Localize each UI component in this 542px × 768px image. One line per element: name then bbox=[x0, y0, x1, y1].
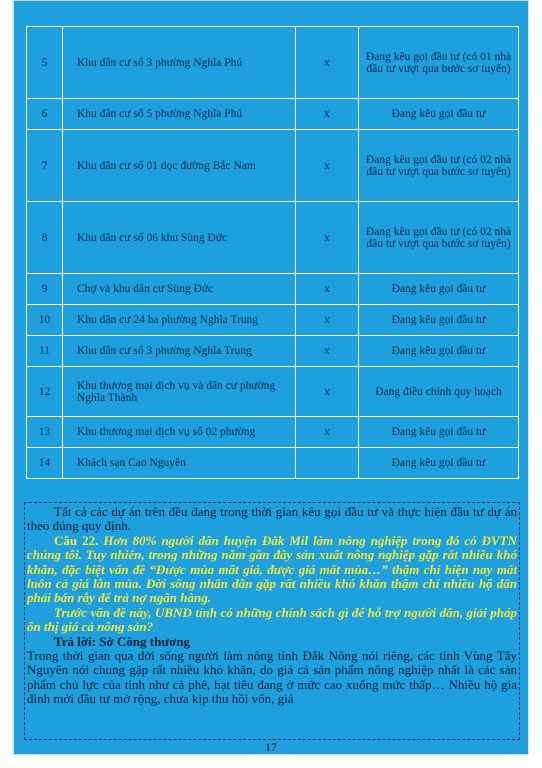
cell-status: Đang kêu gọi đầu tư (có 02 nhà đầu tư vượt qua bước sơ tuyển) bbox=[359, 130, 519, 202]
cell-number: 5 bbox=[27, 27, 63, 99]
cell-status: Đang kêu gọi đầu tư bbox=[359, 305, 519, 336]
cell-project-name: Khu dân cư số 5 phường Nghĩa Phú bbox=[63, 99, 296, 130]
cell-mark: x bbox=[296, 417, 359, 448]
cell-project-name: Khu dân cư số 01 dọc đường Bắc Nam bbox=[63, 130, 296, 202]
table-row bbox=[27, 367, 519, 417]
cell-mark: x bbox=[296, 27, 359, 99]
cell-status: Đang kêu gọi đầu tư bbox=[359, 99, 519, 130]
table-row bbox=[27, 305, 519, 336]
cell-status: Đang kêu gọi đầu tư bbox=[359, 336, 519, 367]
table-row bbox=[27, 27, 519, 99]
cell-project-name: Khu dân cư 24 ha phường Nghĩa Trung bbox=[63, 305, 296, 336]
cell-project-name: Khu thương mại dịch vụ số 02 phường bbox=[63, 417, 296, 448]
cell-status: Đang kêu gọi đầu tư (có 01 nhà đầu tư vượt qua bước sơ tuyển) bbox=[359, 27, 519, 99]
cell-mark: x bbox=[296, 99, 359, 130]
intro-text: Tất cả các dự án trên đều đang trong thời gian kêu gọi đầu tư và thực hiện đầu tư dự án theo đúng quy định. bbox=[27, 504, 517, 534]
table-row bbox=[27, 448, 519, 479]
projects-table bbox=[26, 26, 519, 479]
cell-status: Đang kêu gọi đầu tư (có 02 nhà đầu tư vượt qua bước sơ tuyển) bbox=[359, 202, 519, 274]
cell-status: Đang kêu gọi đầu tư bbox=[359, 417, 519, 448]
table-row bbox=[27, 336, 519, 367]
cell-project-name: Khu thương mại dịch vụ và dân cư phường Nghĩa Thành bbox=[63, 367, 296, 417]
cell-mark: x bbox=[296, 274, 359, 305]
question-followup: Trước vấn đề này, UBND tỉnh có những chính sách gì để hỗ trợ người dân, giải pháp ổn thị giá cả nông sản? bbox=[27, 604, 517, 635]
qa-content bbox=[27, 505, 517, 707]
cell-mark: x bbox=[296, 336, 359, 367]
cell-mark: x bbox=[296, 202, 359, 274]
page-number: 17 bbox=[265, 740, 277, 754]
table-row bbox=[27, 274, 519, 305]
cell-number: 13 bbox=[27, 417, 63, 448]
cell-project-name: Khu dân cư số 3 phường Nghĩa Phú bbox=[63, 27, 296, 99]
cell-number: 14 bbox=[27, 448, 63, 479]
question-body: Hơn 80% người dân huyện Đắk Mil làm nông nghiệp trong đó có ĐVTN chúng tôi. Tuy nhiên, trong những năm gần đây sản xuất nông nghiệp gặp rất nhiều khó khăn, đặc biệt vấn đề “Được mùa mất giá, được giá mất mùa…” thậm chí hiện nay mất luôn cả giá lẫn mùa. Đời sống nhân dân gặp rất nhiều khó khăn thậm chí nhiều hộ dân phải bán rẫy để trả nợ ngân hàng. bbox=[27, 532, 518, 606]
table-row bbox=[27, 130, 519, 202]
cell-status: Đang điều chỉnh quy hoạch bbox=[359, 367, 519, 417]
cell-number: 9 bbox=[27, 274, 63, 305]
cell-project-name: Khu dân cư số 3 phường Nghĩa Trung bbox=[63, 336, 296, 367]
cell-number: 10 bbox=[27, 305, 63, 336]
cell-number: 7 bbox=[27, 130, 63, 202]
cell-number: 11 bbox=[27, 336, 63, 367]
answer-body: Trong thời gian qua đời sống người làm nông tỉnh Đắk Nông nói riêng, các tỉnh Vùng Tây Nguyên nói chung gặp rất nhiều khó khăn, do giá cả sản phẩm nông nghiệp nhất là các sản phẩm chủ lực của tỉnh như cà phê, hạt tiêu đang ở mức cao xuống mức thấp… Nhiều hộ gia đình mới đầu tư mở rộng, chưa kịp thu hồi vốn, giá bbox=[27, 648, 517, 707]
cell-number: 12 bbox=[27, 367, 63, 417]
cell-status: Đang kêu gọi đầu tư bbox=[359, 274, 519, 305]
table-row bbox=[27, 417, 519, 448]
cell-mark: x bbox=[296, 367, 359, 417]
cell-mark: x bbox=[296, 305, 359, 336]
cell-project-name: Khách sạn Cao Nguyên bbox=[63, 448, 296, 479]
answer-label: Trả lời: Sở Công thương bbox=[54, 633, 191, 649]
cell-mark: x bbox=[296, 130, 359, 202]
cell-number: 6 bbox=[27, 99, 63, 130]
table-row bbox=[27, 202, 519, 274]
cell-project-name: Chợ và khu dân cư Sùng Đức bbox=[63, 274, 296, 305]
cell-project-name: Khu dân cư số 06 khu Sùng Đức bbox=[63, 202, 296, 274]
cell-status: Đang kêu gọi đầu tư bbox=[359, 448, 519, 479]
question-label: Câu 22. bbox=[54, 532, 99, 548]
table-row bbox=[27, 99, 519, 130]
cell-mark bbox=[296, 448, 359, 479]
question-text bbox=[27, 534, 517, 606]
cell-number: 8 bbox=[27, 202, 63, 274]
